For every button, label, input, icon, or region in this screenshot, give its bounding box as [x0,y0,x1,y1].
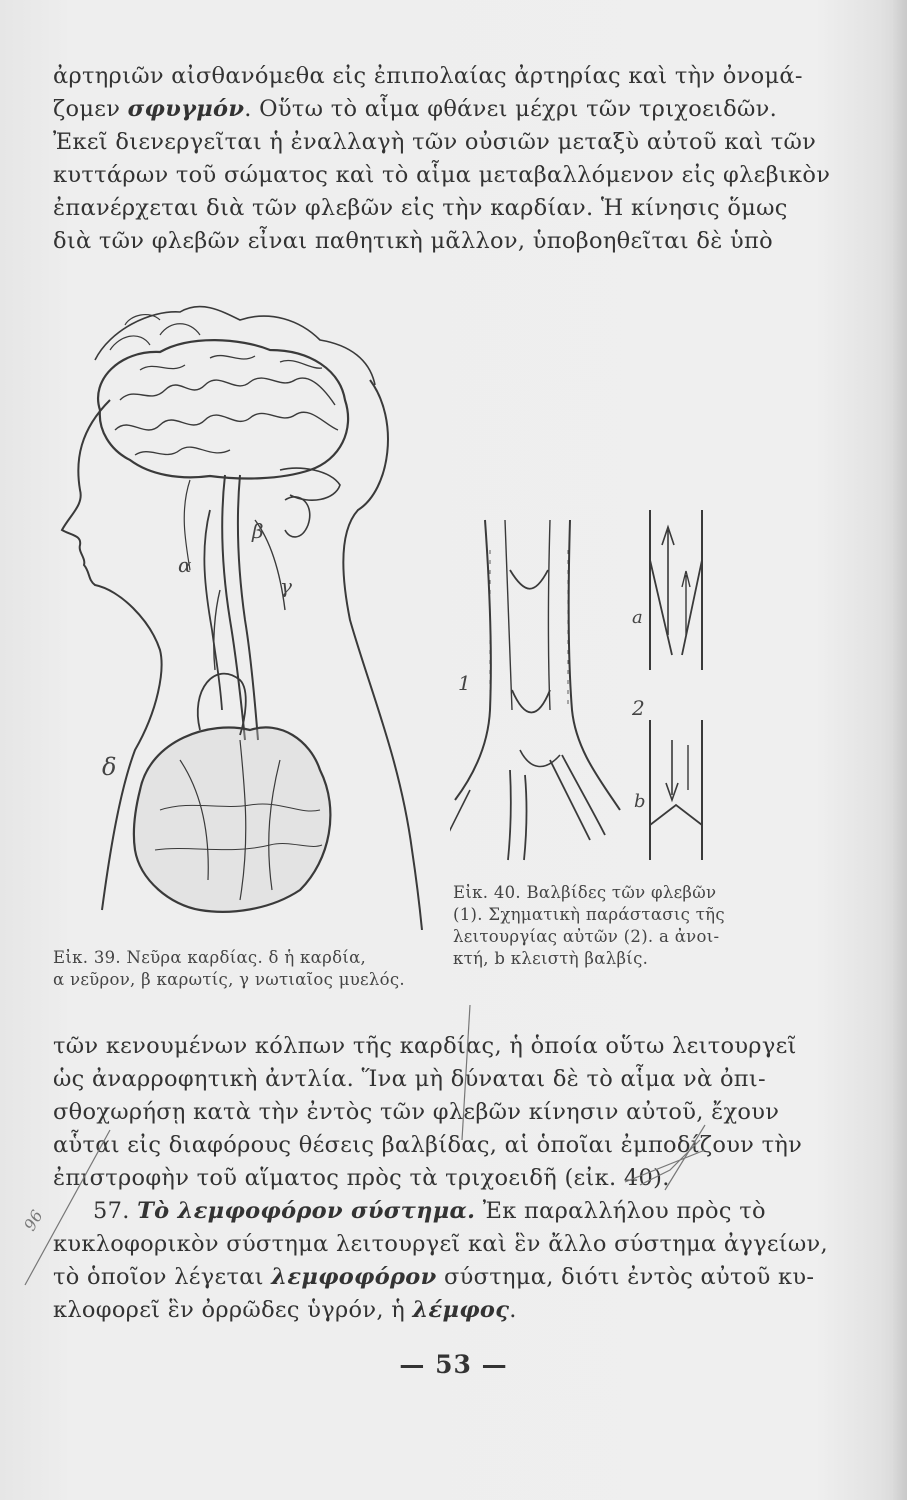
text-fragment: σύστημα, διότι ἐντὸς αὐτοῦ κυ- [436,1264,815,1290]
figure-39-caption [53,947,405,991]
section-57 [53,1195,828,1327]
text-line [53,1294,763,1327]
text-fragment: τὸ ὁποῖον λέγεται [53,1264,272,1290]
bottom-paragraph [53,1030,803,1195]
heart-outline [134,727,331,911]
text-line: Ἐκεῖ διενεργεῖται ἡ ἐναλλαγὴ τῶν οὐσιῶν μεταξὺ αὐτοῦ καὶ τῶν [53,129,817,155]
cerebellum [280,468,340,500]
text-line: κυττάρων τοῦ σώματος καὶ τὸ αἷμα μεταβαλλόμενον εἰς φλεβικὸν [53,162,831,188]
label-1: 1 [458,671,471,695]
neck-back [343,380,422,930]
spinal-cord [222,475,245,740]
caption-line: Εἰκ. 39. Νεῦρα καρδίας. δ ἡ καρδία, [53,948,367,967]
text-line: ἐπανέρχεται διὰ τῶν φλεβῶν εἰς τὴν καρδίαν. Ἡ κίνησις ὅμως [53,195,788,221]
text-line: ὡς ἀναρροφητικὴ ἀντλία. Ἵνα μὴ δύναται δὲ τὸ αἷμα νὰ ὀπι- [53,1066,766,1092]
text-line: διὰ τῶν φλεβῶν εἶναι παθητικὴ μᾶλλον, ὑποβοηθεῖται δὲ ὑπὸ [53,228,773,254]
text-line: σθοχωρήσῃ κατὰ τὴν ἐντὸς τῶν φλεβῶν κίνησιν αὐτοῦ, ἔχουν [53,1099,780,1125]
text-line: ἐπιστροφὴν τοῦ αἵματος πρὸς τὰ τριχοειδῆ (εἰκ. 40). [53,1165,670,1191]
text-line: αὗται εἰς διαφόρους θέσεις βαλβίδας, αἱ ὁποῖαι ἐμποδίζουν τὴν [53,1132,803,1158]
carotid-artery [204,510,222,710]
valve-lower [520,750,560,766]
page-edge-shadow [893,0,907,1500]
caption-line: λειτουργίας αὐτῶν (2). a ἀνοι- [453,927,720,946]
valve-upper [510,570,548,589]
handwritten-mark: 96 [20,1206,47,1234]
page-number: — 53 — [399,1350,508,1379]
section-heading-line [53,1195,766,1228]
text-line [53,93,778,126]
figure-40-schematic [620,505,730,865]
top-paragraph [53,60,831,258]
figure-40-caption [453,882,725,970]
ear [285,497,310,537]
emphasis-term: λέμφος [412,1297,510,1323]
label-beta: β [252,519,264,543]
arrow-down [666,740,678,800]
emphasis-term: σφυγμόν [127,96,245,122]
label-delta: δ [102,753,117,781]
caption-line: κτή, b κλειστὴ βαλβίς. [453,949,649,968]
caption-line: (1). Σχηματικὴ παράστασις τῆς [453,905,725,924]
brain-outline [98,340,348,478]
label-alpha: α [178,553,192,577]
text-fragment: . [509,1297,517,1323]
section-title: Τὸ λεμφοφόρον σύστημα. [137,1198,476,1224]
figure-39-heart-nerves [40,290,440,930]
valve-middle [512,690,550,713]
section-number: 57. [93,1198,130,1224]
text-line: τῶν κενουμένων κόλπων τῆς καρδίας, ἡ ὁποία οὕτω λειτουργεῖ [53,1033,797,1059]
caption-line: Εἰκ. 40. Βαλβίδες τῶν φλεβῶν [453,883,717,902]
vein-right-wall [569,520,620,810]
text-fragment: Ἐκ παραλλήλου πρὸς τὸ [482,1198,766,1224]
label-2: 2 [632,696,645,720]
text-fragment: κλοφορεῖ ἓν ὀρρῶδες ὑγρόν, ἡ [53,1297,413,1323]
text-line: ἀρτηριῶν αἰσθανόμεθα εἰς ἐπιπολαίας ἀρτηρίας καὶ τὴν ὀνομά- [53,63,803,89]
caption-line: α νεῦρον, β καρωτίς, γ νωτιαῖος μυελός. [53,970,405,989]
label-b: b [634,791,646,812]
emphasis-term: λεμφοφόρον [271,1264,437,1290]
label-gamma: γ [280,574,292,598]
label-a: a [632,607,643,628]
text-line: κυκλοφορικὸν σύστημα λειτουργεῖ καὶ ἓν ἄλλο σύστημα ἀγγείων, [53,1231,828,1257]
figure-40-vein-valves [450,510,640,870]
text-line [53,1261,815,1294]
text-fragment: . Οὕτω τὸ αἷμα φθάνει μέχρι τῶν τριχοειδῶν. [244,96,778,122]
vein-left-wall [455,520,491,800]
text-fragment: ζομεν [53,96,128,122]
